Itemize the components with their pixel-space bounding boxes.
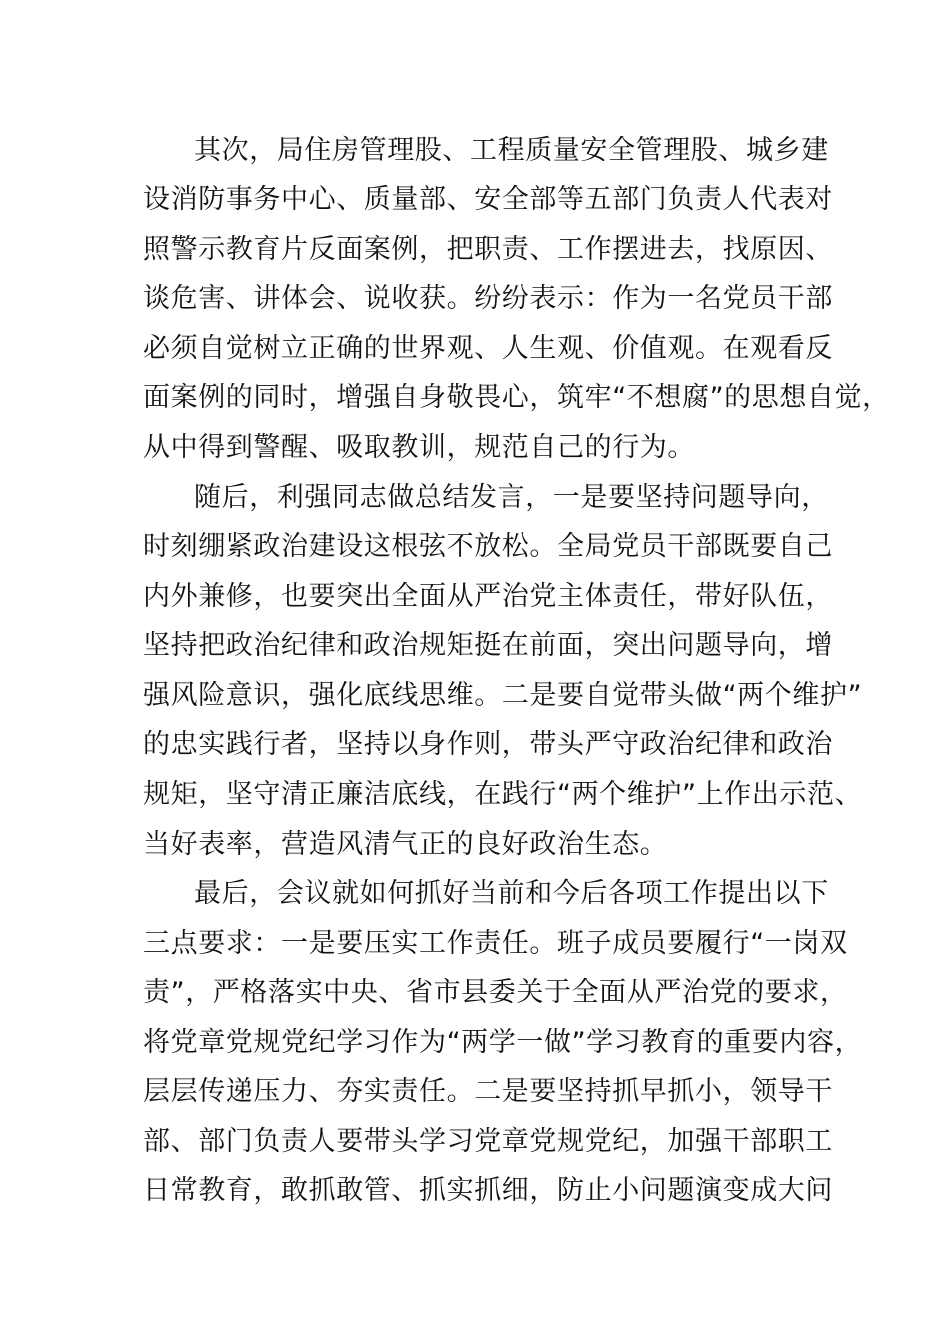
paragraph-1-line-4: 谈危害、讲体会、说收获。纷纷表示：作为一名党员干部	[143, 283, 833, 314]
paragraph-3-line-4: 将党章党规党纪学习作为“两学一做”学习教育的重要内容，	[143, 1027, 863, 1058]
paragraph-2-line-8: 当好表率，营造风清气正的良好政治生态。	[143, 829, 668, 860]
paragraph-2-line-7: 规矩，坚守清正廉洁底线，在践行“两个维护”上作出示范、	[143, 779, 863, 810]
paragraph-3-line-7: 日常教育，敢抓敢管、抓实抓细，防止小问题演变成大问	[143, 1175, 833, 1206]
paragraph-1-line-2: 设消防事务中心、质量部、安全部等五部门负责人代表对	[143, 184, 833, 215]
paragraph-2-line-6: 的忠实践行者，坚持以身作则，带头严守政治纪律和政治	[143, 729, 833, 760]
paragraph-3-line-6: 部、部门负责人要带头学习党章党规党纪，加强干部职工	[143, 1126, 833, 1157]
paragraph-1-line-3: 照警示教育片反面案例，把职责、工作摆进去，找原因、	[143, 234, 833, 265]
paragraph-1-line-7: 从中得到警醒、吸取教训，规范自己的行为。	[143, 432, 695, 463]
paragraph-1-line-5: 必须自觉树立正确的世界观、人生观、价值观。在观看反	[143, 333, 833, 364]
paragraph-2-line-5: 强风险意识，强化底线思维。二是要自觉带头做“两个维护”	[143, 680, 863, 711]
paragraph-1-line-1: 其次，局住房管理股、工程质量安全管理股、城乡建	[194, 135, 829, 166]
paragraph-2-line-4: 坚持把政治纪律和政治规矩挺在前面，突出问题导向，增	[143, 630, 833, 661]
paragraph-2-line-2: 时刻绷紧政治建设这根弦不放松。全局党员干部既要自己	[143, 531, 833, 562]
paragraph-2-line-3: 内外兼修，也要突出全面从严治党主体责任，带好队伍，	[143, 581, 833, 612]
paragraph-2-line-1: 随后，利强同志做总结发言，一是要坚持问题导向，	[194, 482, 829, 513]
paragraph-1-line-6: 面案例的同时，增强自身敬畏心，筑牢“不想腐”的思想自觉，	[143, 382, 890, 413]
paragraph-3-line-1: 最后，会议就如何抓好当前和今后各项工作提出以下	[194, 878, 829, 909]
paragraph-3-line-5: 层层传递压力、夯实责任。二是要坚持抓早抓小，领导干	[143, 1076, 833, 1107]
paragraph-3-line-3: 责”，严格落实中央、省市县委关于全面从严治党的要求，	[143, 977, 848, 1008]
paragraph-3-line-2: 三点要求：一是要压实工作责任。班子成员要履行“一岗双	[143, 928, 848, 959]
